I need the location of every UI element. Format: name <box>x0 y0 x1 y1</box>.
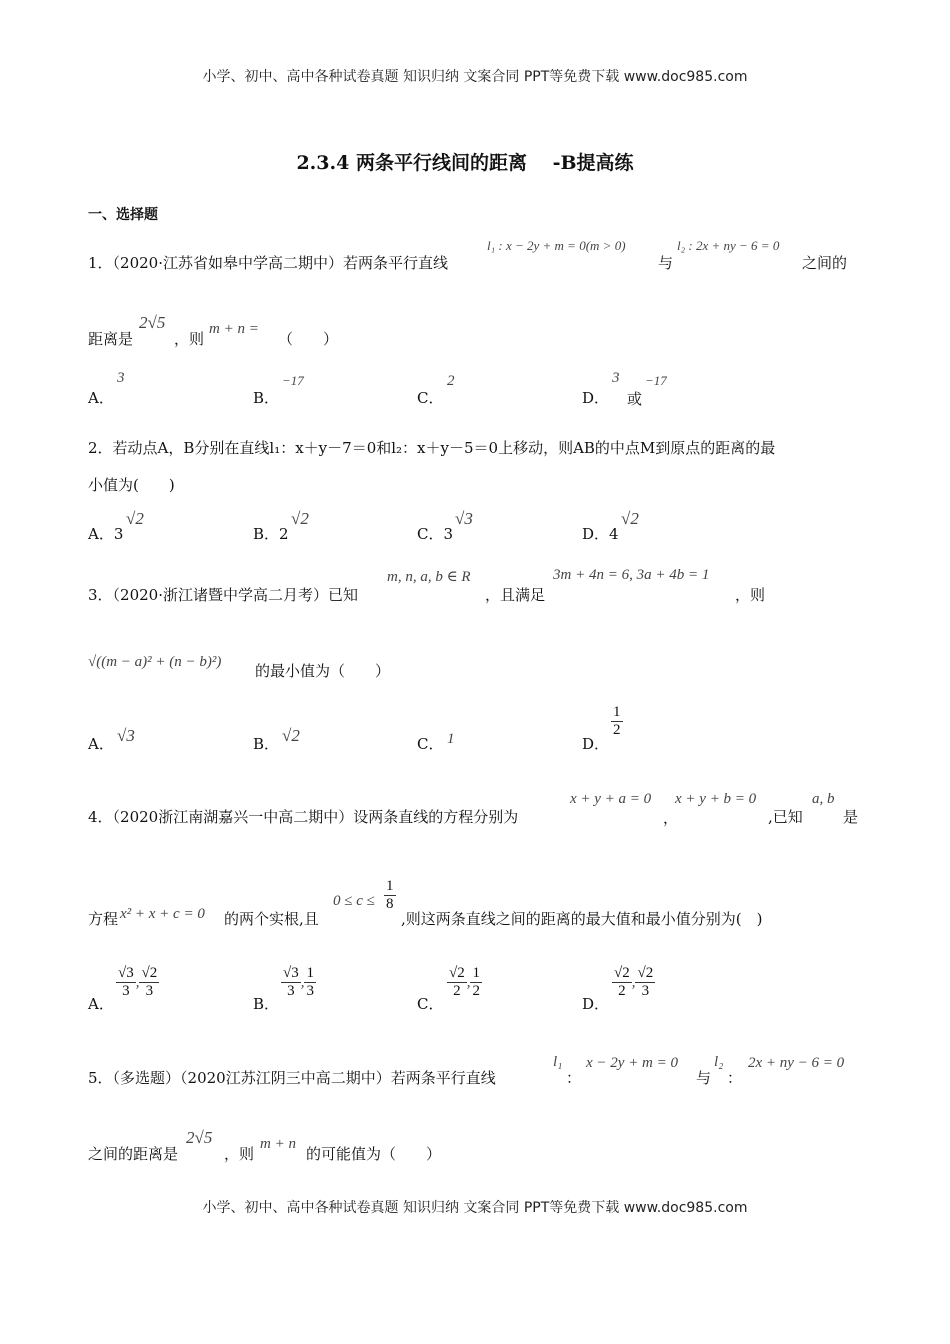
q5-distance: 2√5 <box>186 1128 213 1147</box>
q4-eq-2: x + y + b = 0 <box>675 791 757 807</box>
q3-prefix: 3．（2020·浙江诸暨中学高二月考）已知 <box>88 586 358 604</box>
q3-mid: ，且满足 <box>485 586 546 604</box>
q4-condition-fraction <box>384 878 396 912</box>
q1-then: ，则 <box>174 330 205 348</box>
q2-option-c-label: C．3 <box>417 525 454 543</box>
q2-option-d-label: D．4 <box>582 525 619 543</box>
q4-c-den1: 2 <box>453 982 461 999</box>
q4-ab: a, b <box>812 791 835 807</box>
q3-option-d-label: D． <box>582 735 610 753</box>
q2-option-d: √2 <box>621 509 639 528</box>
q4-option-c-label: C． <box>417 995 444 1013</box>
q1-option-b-label: B． <box>253 389 280 407</box>
q5-eq-1: x − 2y + m = 0 <box>586 1055 679 1071</box>
q4-b-den1: 3 <box>287 982 295 999</box>
q3-condition-1: m, n, a, b ∈ R <box>387 569 471 585</box>
q1-line2-eq: l₂ : 2x + ny − 6 = 0 <box>677 238 780 253</box>
q1-line1-eq: l₁ : x − 2y + m = 0(m > 0) <box>487 238 626 253</box>
q4-d-num2: √2 <box>637 965 654 981</box>
q1-blank: （ ） <box>278 330 339 348</box>
q2-option-a-label: A．3 <box>88 525 124 543</box>
q1-suffix: 之间的 <box>802 254 848 272</box>
q5-prefix: 5．（多选题）（2020江苏江阴三中高二期中）若两条平行直线 <box>88 1069 496 1087</box>
q4-c-num1: √2 <box>449 965 465 981</box>
page-header: 小学、初中、高中各种试卷真题 知识归纳 文案合同 PPT等免费下载 www.doc985.com <box>202 69 748 85</box>
q4-eq-1: x + y + a = 0 <box>570 791 652 807</box>
q2-line1: 2．若动点A，B分别在直线l₁：x＋y－7＝0和l₂：x＋y－5＝0上移动，则AB的中点M到原点的距离的最 <box>88 439 776 457</box>
q5-line2-end: 的可能值为（ ） <box>306 1145 442 1163</box>
q5-with: 与 <box>696 1069 712 1087</box>
q4-b-num2: 1 <box>306 965 314 981</box>
q2-option-b: √2 <box>291 509 309 528</box>
q4-b-num1: √3 <box>283 965 299 981</box>
q3-option-c-label: C． <box>417 735 444 753</box>
q4-a-den1: 3 <box>122 982 130 999</box>
page-title: 2.3.4 两条平行线间的距离 -B提高练 <box>296 152 634 174</box>
q5-then: ，则 <box>224 1145 255 1163</box>
q4-d-den2: 3 <box>641 982 650 999</box>
q1-option-d-label: D． <box>582 389 610 407</box>
q3-d-numerator: 1 <box>613 704 621 720</box>
q3-option-c: 1 <box>447 731 455 747</box>
q3-option-b-label: B． <box>253 735 280 753</box>
q1-distance-label: 距离是 <box>88 330 134 348</box>
q2-line2: 小值为( ) <box>88 476 175 494</box>
q3-expression: √((m − a)² + (n − b)²) <box>88 654 222 670</box>
q5-colon-2: ： <box>727 1069 743 1087</box>
q1-option-c: 2 <box>447 373 455 389</box>
q4-prefix: 4．（2020浙江南湖嘉兴一中高二期中）设两条直线的方程分别为 <box>88 808 519 826</box>
q1-option-c-label: C． <box>417 389 444 407</box>
q4-d-den1: 2 <box>618 982 626 999</box>
q5-eq-2: 2x + ny − 6 = 0 <box>748 1055 845 1071</box>
q4-option-d-label: D． <box>582 995 610 1013</box>
q3-d-denominator: 2 <box>613 721 621 738</box>
q2-option-b-label: B．2 <box>253 525 289 543</box>
q4-option-d: $\frac{√2}{2}$ , $\frac{√2}{3}$ <box>614 965 654 999</box>
q3-suffix: ，则 <box>735 586 766 604</box>
q4-mid: ,已知 <box>768 808 803 826</box>
q1-distance-value: 2√5 <box>139 313 166 332</box>
q2-option-a: √2 <box>126 509 144 528</box>
q1-prefix: 1．（2020·江苏省如皋中学高二期中）若两条平行直线 <box>88 254 448 272</box>
q2-option-c: √3 <box>455 509 473 528</box>
q4-a-num1: √3 <box>118 965 134 981</box>
section-heading: 一、选择题 <box>88 207 158 223</box>
q4-line2-start: 方程 <box>88 910 119 928</box>
q4-condition: 0 ≤ c ≤ <box>333 893 375 909</box>
q3-option-a: √3 <box>117 726 135 745</box>
q1-option-a-label: A． <box>88 389 114 407</box>
q3-tail: 的最小值为（ ） <box>255 662 391 680</box>
q3-option-a-label: A． <box>88 735 114 753</box>
q4-equation: x² + x + c = 0 <box>120 906 205 922</box>
q4-c-num2: 1 <box>472 965 480 981</box>
q5-l1: l₁ <box>553 1054 563 1070</box>
q4-b-den2: 3 <box>306 982 314 999</box>
q3-option-b: √2 <box>282 726 300 745</box>
q4-c-den2: 2 <box>472 982 480 999</box>
q4-c-numerator: 1 <box>386 878 394 894</box>
q1-option-b: −17 <box>282 373 304 388</box>
q1-option-d-value1: 3 <box>612 370 620 386</box>
q3-option-d <box>611 704 623 738</box>
q1-with: 与 <box>658 254 674 272</box>
q4-option-a: $\frac{√3}{3}$ , $\frac{√2}{3}$ <box>118 965 158 999</box>
q4-c-denominator: 8 <box>386 895 394 912</box>
q4-line2-end: ,则这两条直线之间的距离的最大值和最小值分别为( ) <box>401 910 763 928</box>
q1-expr: m + n = <box>209 321 259 337</box>
q5-colon-1: ： <box>566 1069 582 1087</box>
q4-option-b-label: B． <box>253 995 280 1013</box>
page-footer: 小学、初中、高中各种试卷真题 知识归纳 文案合同 PPT等免费下载 www.doc985.com <box>202 1200 748 1216</box>
q5-expr: m + n <box>260 1136 296 1152</box>
q4-a-num2: √2 <box>141 965 158 981</box>
q4-option-b: $\frac{√3}{3}$ , $\frac{1}{3}$ <box>283 965 314 999</box>
q5-line2-start: 之间的距离是 <box>88 1145 179 1163</box>
q4-comma: ， <box>663 809 679 827</box>
q3-condition-2: 3m + 4n = 6, 3a + 4b = 1 <box>553 567 710 583</box>
q4-d-num1: √2 <box>614 965 630 981</box>
q4-suffix: 是 <box>843 808 859 826</box>
q1-option-d-or: 或 <box>627 390 643 408</box>
q5-l2: l₂ <box>714 1054 724 1070</box>
q4-option-a-label: A． <box>88 995 114 1013</box>
q1-option-d-value2: −17 <box>645 373 667 388</box>
q4-option-c: $\frac{√2}{2}$ , $\frac{1}{2}$ <box>449 965 480 999</box>
q4-a-den2: 3 <box>145 982 154 999</box>
q1-option-a: 3 <box>117 370 125 386</box>
q4-line2-mid: 的两个实根,且 <box>224 910 319 928</box>
